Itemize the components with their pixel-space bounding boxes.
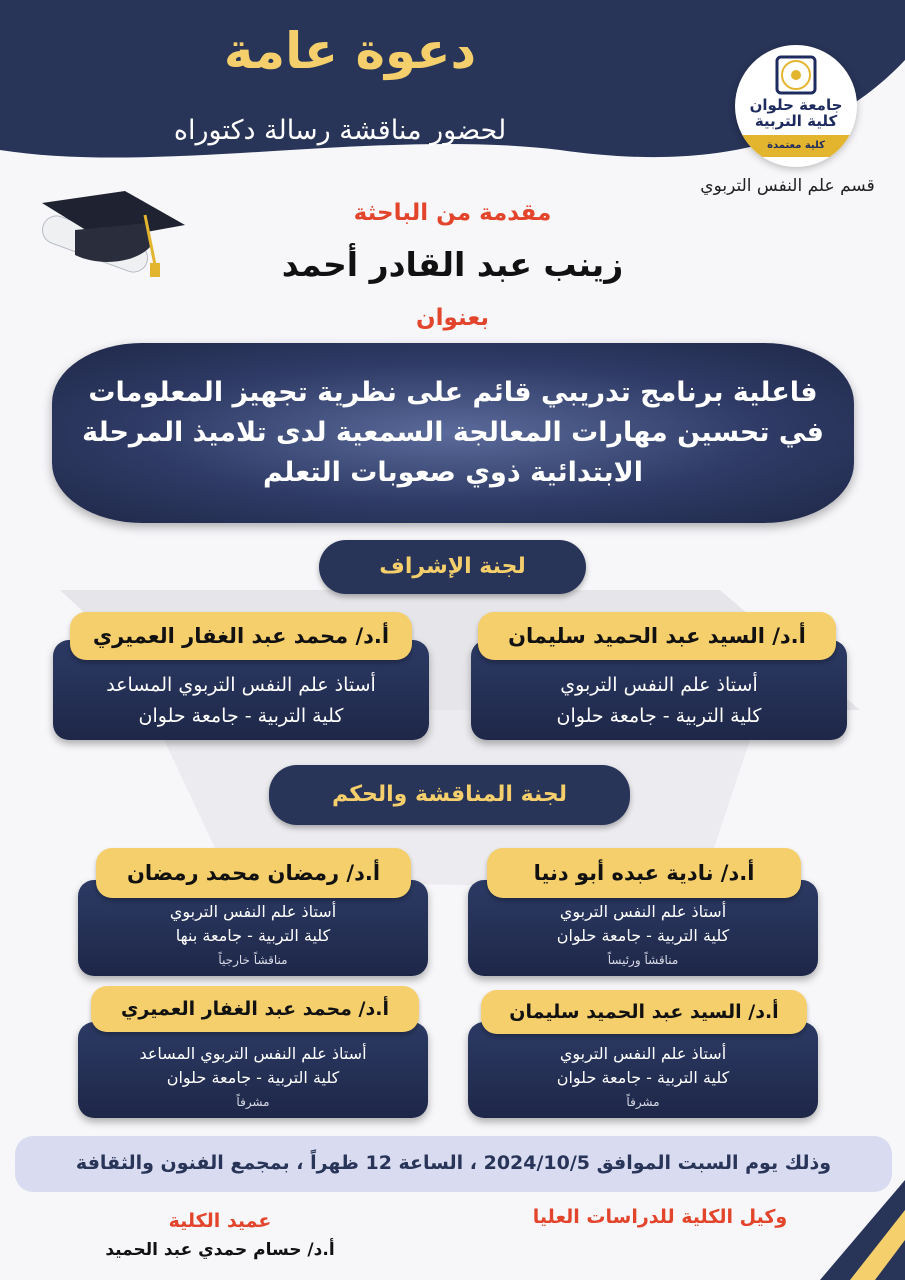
invitation-title: دعوة عامة [223,22,477,80]
corner-decoration [820,1180,905,1280]
graduation-cap-icon [30,185,195,300]
supervisor-2-position: أستاذ علم النفس التربوي المساعد [106,674,376,696]
committee-card-4 [78,1022,428,1118]
committee-3-role: مشرفاً [626,1095,660,1109]
committee-1-position: أستاذ علم النفس التربوي [559,902,727,921]
committee-3-position: أستاذ علم النفس التربوي [559,1044,727,1063]
committee-3-name: أ.د/ السيد عبد الحميد سليمان [481,990,807,1034]
logo-emblem-icon [773,55,819,95]
committee-1-role: مناقشاً ورئيساً [607,953,679,967]
event-details: وذلك يوم السبت الموافق 2024/10/5 ، الساعة 12 ظهراً ، بمجمع الفنون والثقافة [75,1152,832,1174]
committee-heading: لجنة المناقشة والحكم [269,765,630,825]
committee-2-position: أستاذ علم النفس التربوي [169,902,337,921]
thesis-label: بعنوان [416,305,489,331]
researcher-name: زينب عبد القادر أحمد [281,245,624,284]
committee-2-role: مناقشاً خارجياً [218,953,288,967]
supervisor-1-name: أ.د/ السيد عبد الحميد سليمان [478,612,836,660]
supervisor-1-position: أستاذ علم النفس التربوي [560,674,758,696]
presented-by-label: مقدمة من الباحثة [353,200,552,226]
vice-dean-title: وكيل الكلية للدراسات العليا [532,1206,788,1228]
invitation-subtitle: لحضور مناقشة رسالة دكتوراه [173,115,507,146]
committee-2-affiliation: كلية التربية - جامعة بنها [175,926,331,945]
logo-accredited-band: كلية معتمدة [735,135,857,157]
dean-name: أ.د/ حسام حمدي عبد الحميد [105,1240,335,1260]
committee-4-role: مشرفاً [236,1095,270,1109]
committee-1-name: أ.د/ نادية عبده أبو دنيا [487,848,801,898]
supervision-heading: لجنة الإشراف [319,540,586,594]
logo-university-text: جامعة حلوان [749,96,843,114]
committee-card-3 [468,1022,818,1118]
committee-2-name: أ.د/ رمضان محمد رمضان [96,848,411,898]
supervisor-2-name: أ.د/ محمد عبد الغفار العميري [70,612,412,660]
supervisor-2-affiliation: كلية التربية - جامعة حلوان [138,705,344,727]
thesis-title: فاعلية برنامج تدريبي قائم على نظرية تجهيز المعلومات في تحسين مهارات المعالجة السمعية لدى تلاميذ المرحلة الابتدائية ذوي صعوبات التعلم [82,377,824,488]
committee-4-position: أستاذ علم النفس التربوي المساعد [139,1044,367,1063]
committee-4-name: أ.د/ محمد عبد الغفار العميري [91,986,419,1032]
committee-1-affiliation: كلية التربية - جامعة حلوان [556,926,730,945]
committee-3-affiliation: كلية التربية - جامعة حلوان [556,1068,730,1087]
logo-faculty-text: كلية التربية [754,112,838,130]
dean-title: عميد الكلية [168,1210,272,1232]
university-logo [735,45,857,167]
committee-4-affiliation: كلية التربية - جامعة حلوان [166,1068,340,1087]
supervisor-1-affiliation: كلية التربية - جامعة حلوان [556,705,762,727]
department-name: قسم علم النفس التربوي [700,176,875,196]
